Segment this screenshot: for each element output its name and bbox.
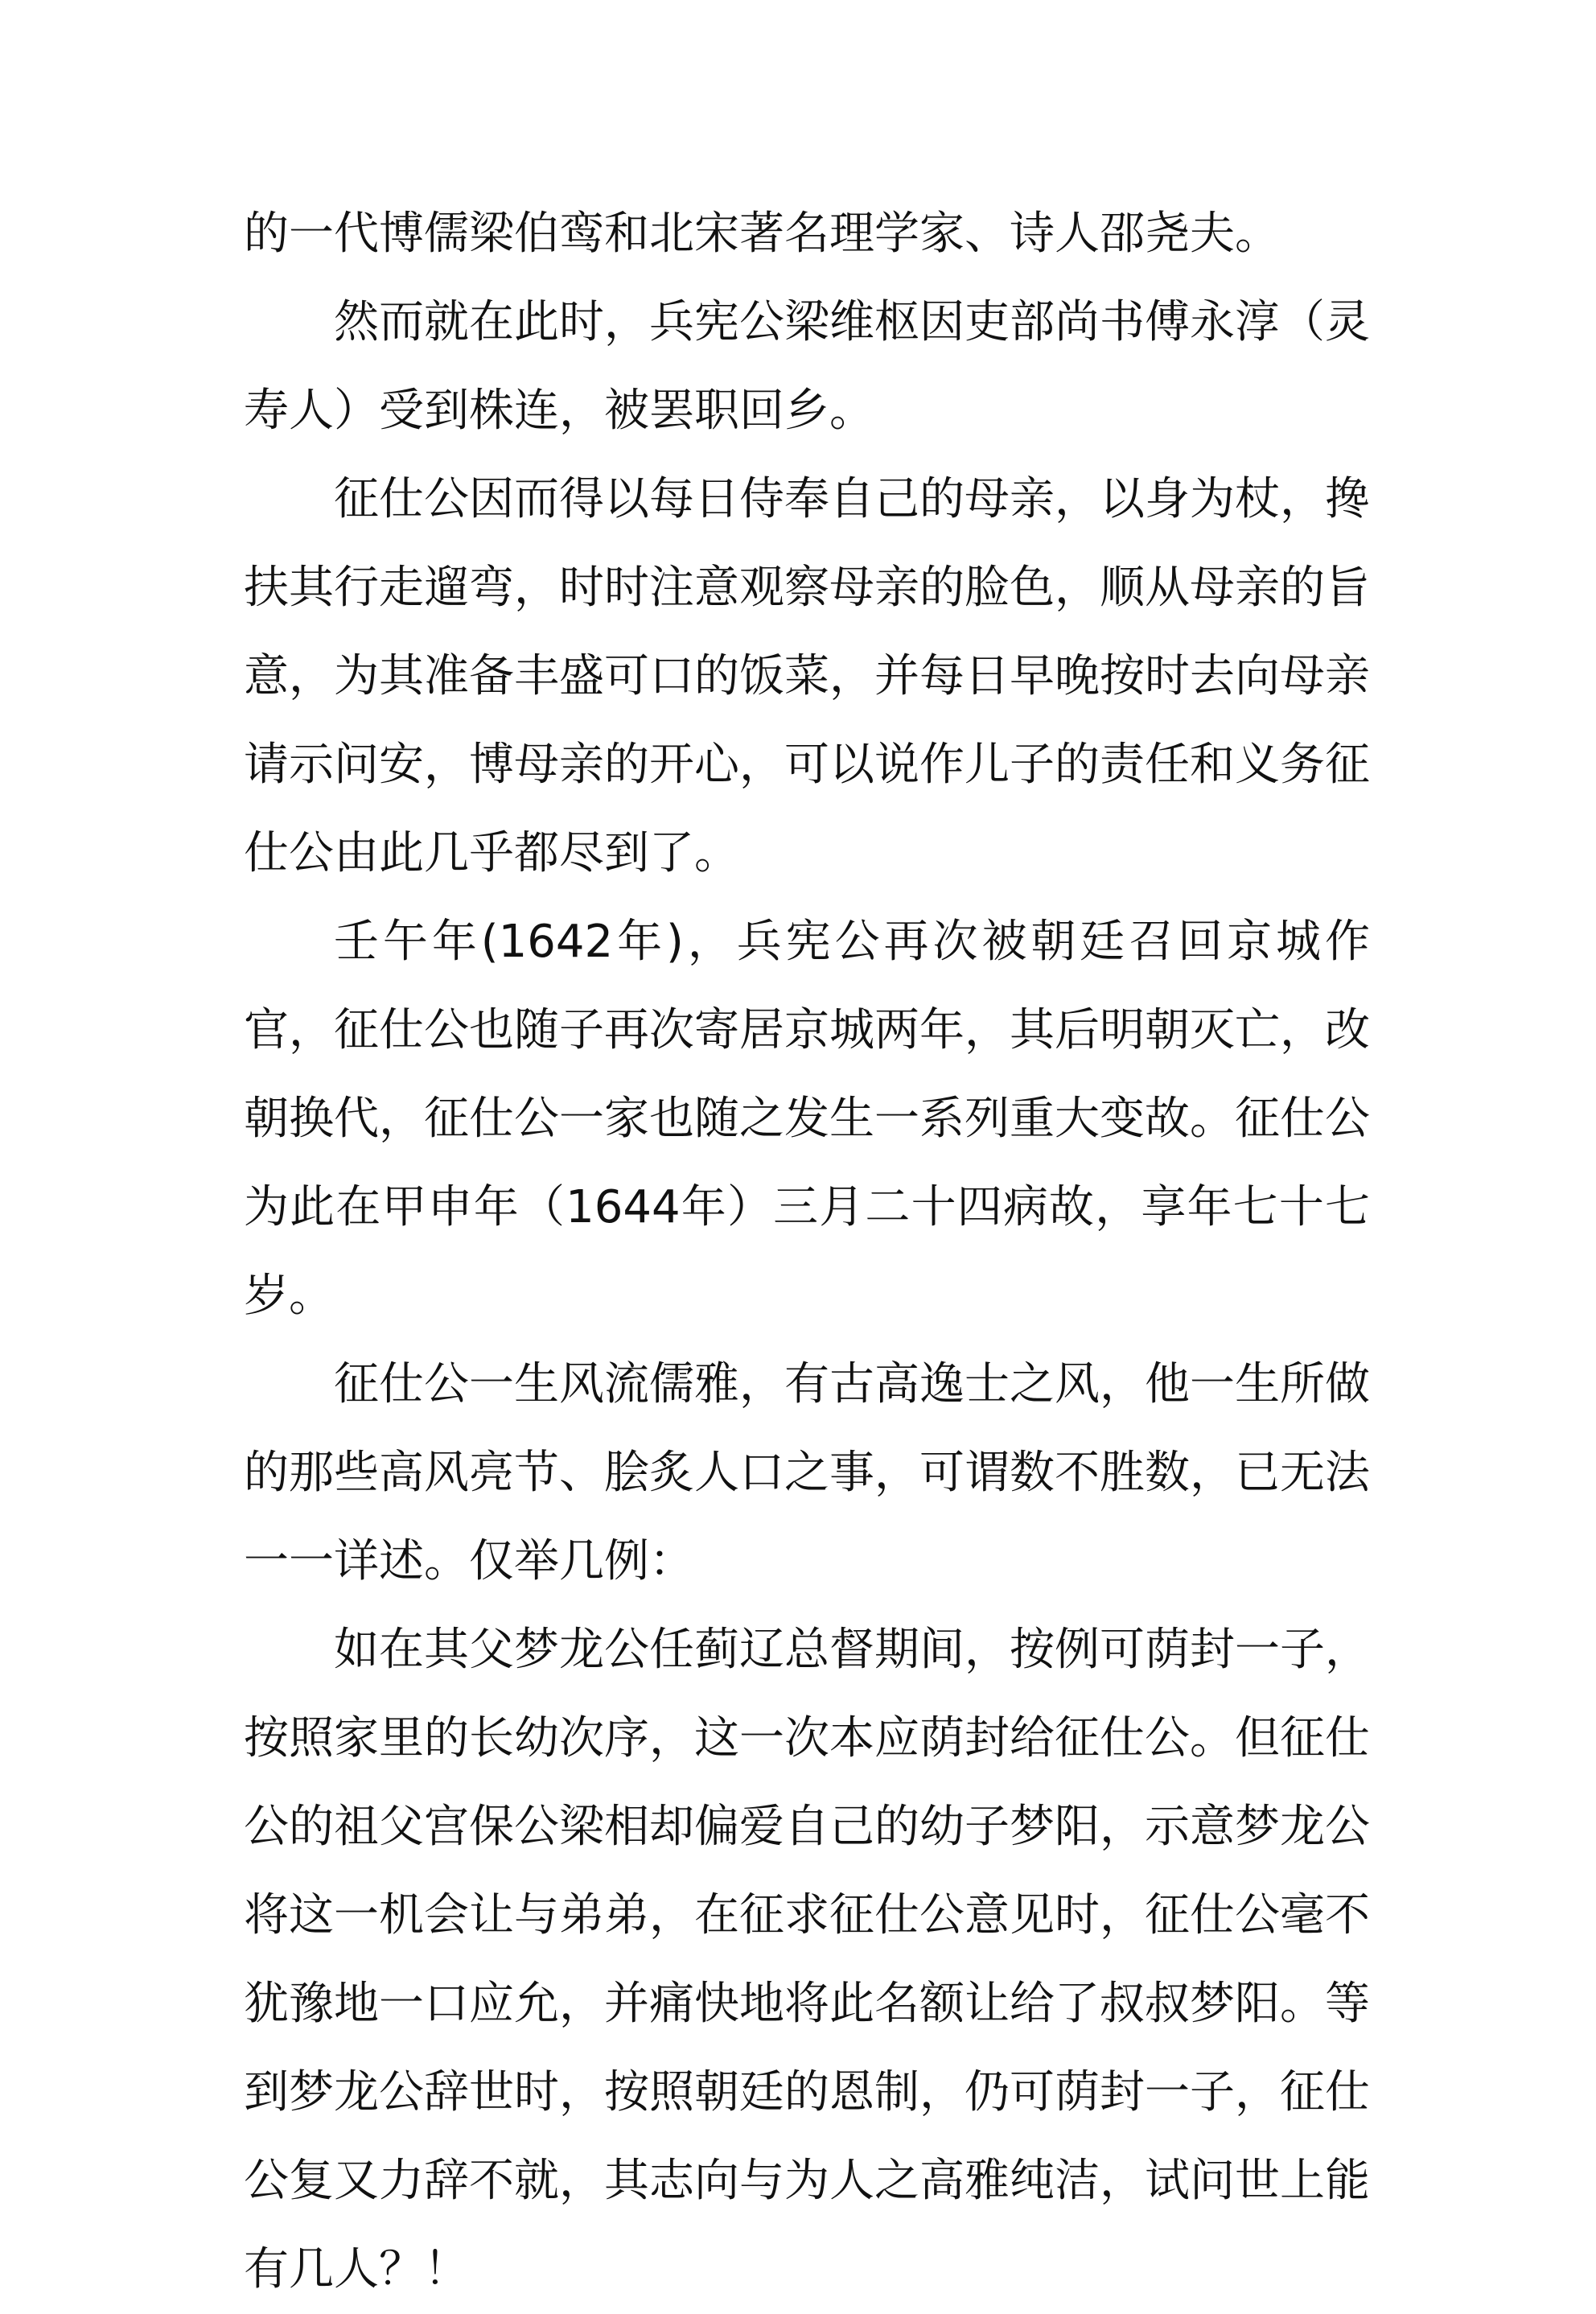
document-body: [244, 190, 1370, 2314]
paragraph-5: 征仕公一生风流儒雅，有古高逸士之风，他一生所做的那些高风亮节、脍炙人口之事，可谓数不胜数，已无法一一详述。仅举几例：: [244, 1358, 1370, 1587]
paragraph-4: 壬午年(1642年)，兵宪公再次被朝廷召回京城作官，征仕公也随子再次寄居京城两年，其后明朝灭亡，改朝换代，征仕公一家也随之发生一系列重大变故。征仕公为此在甲申年（1644年）三月二十四病故，享年七十七岁。: [244, 916, 1370, 1322]
paragraph-1: 的一代博儒梁伯鸾和北宋著名理学家、诗人邵尧夫。: [244, 208, 1280, 260]
paragraph-6: 如在其父梦龙公任蓟辽总督期间，按例可荫封一子，按照家里的长幼次序，这一次本应荫封给征仕公。但征仕公的祖父宫保公梁相却偏爱自己的幼子梦阳，示意梦龙公将这一机会让与弟弟，在征求征仕公意见时，征仕公毫不犹豫地一口应允，并痛快地将此名额让给了叔叔梦阳。等到梦龙公辞世时，按照朝廷的恩制，仍可荫封一子，征仕公复又力辞不就，其志向与为人之高雅纯洁，试问世上能有几人？！: [244, 1624, 1370, 2295]
paragraph-2: 然而就在此时，兵宪公梁维枢因吏部尚书傅永淳（灵寿人）受到株连，被罢职回乡。: [244, 296, 1370, 437]
paragraph-3: 征仕公因而得以每日侍奉自己的母亲，以身为杖，搀扶其行走遛弯，时时注意观察母亲的脸色，顺从母亲的旨意，为其准备丰盛可口的饭菜，并每日早晚按时去向母亲请示问安，博母亲的开心，可以说作儿子的责任和义务征仕公由此几乎都尽到了。: [244, 473, 1370, 879]
